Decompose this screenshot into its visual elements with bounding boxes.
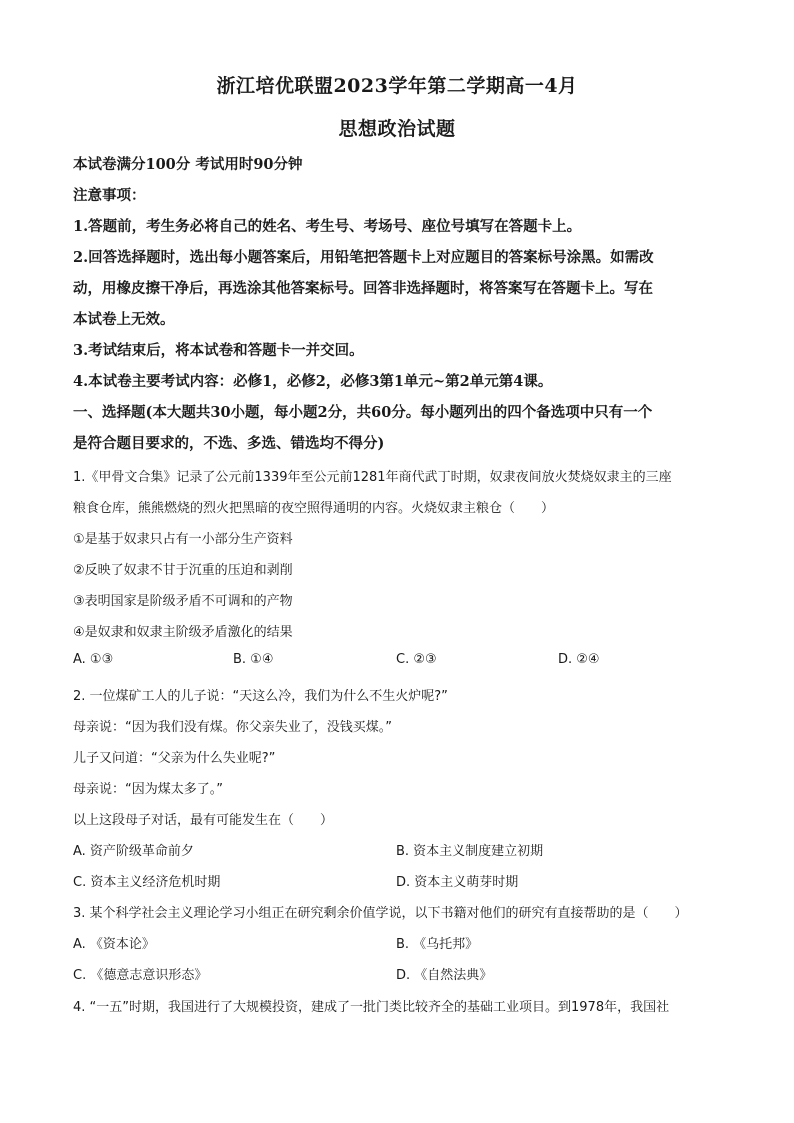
section-heading-line-2: 是符合题目要求的，不选、多选、错选均不得分) (73, 435, 385, 452)
q4-stem-line-1: 4. “一五”时期，我国进行了大规模投资，建成了一批门类比较齐全的基础工业项目。到1978年，我国社 (73, 1000, 670, 1015)
q1-option-c: C. ②③ (396, 652, 437, 667)
q3-option-d: D. 《自然法典》 (396, 968, 493, 983)
note-2-line-3: 本试卷上无效。 (73, 311, 175, 328)
note-1: 1.答题前，考生务必将自己的姓名、考生号、考场号、座位号填写在答题卡上。 (73, 218, 582, 235)
q2-line-4: 母亲说：“因为煤太多了。” (73, 782, 223, 797)
q3-option-a: A. 《资本论》 (73, 937, 155, 952)
q1-option-d: D. ②④ (558, 652, 600, 667)
notes-heading: 注意事项： (73, 187, 146, 204)
section-heading-line-1: 一、选择题(本大题共30小题，每小题2分，共60分。每小题列出的四个备选项中只有一个 (73, 404, 653, 421)
note-2-line-2: 动，用橡皮擦干净后，再选涂其他答案标号。回答非选择题时，将答案写在答题卡上。写在 (73, 280, 653, 297)
q3-stem: 3. 某个科学社会主义理论学习小组正在研究剩余价值学说，以下书籍对他们的研究有直接帮助的是（ ） (73, 906, 688, 921)
q2-line-5: 以上这段母子对话，最有可能发生在（ ） (73, 813, 334, 828)
note-2-line-1: 2.回答选择题时，选出每小题答案后，用铅笔把答题卡上对应题目的答案标号涂黑。如需改 (73, 249, 654, 266)
q2-line-2: 母亲说：“因为我们没有煤。你父亲失业了，没钱买煤。” (73, 720, 392, 735)
q2-option-b: B. 资本主义制度建立初期 (396, 844, 544, 859)
q1-statement-2: ②反映了奴隶不甘于沉重的压迫和剥削 (73, 563, 293, 578)
q3-option-c: C. 《德意志意识形态》 (73, 968, 208, 983)
q2-option-c: C. 资本主义经济危机时期 (73, 875, 221, 890)
q2-line-3: 儿子又问道：“父亲为什么失业呢?” (73, 751, 276, 766)
q1-statement-4: ④是奴隶和奴隶主阶级矛盾激化的结果 (73, 625, 293, 640)
q2-line-1: 2. 一位煤矿工人的儿子说：“天这么冷，我们为什么不生火炉呢?” (73, 689, 448, 704)
q1-stem-line-2: 粮食仓库，熊熊燃烧的烈火把黑暗的夜空照得通明的内容。火烧奴隶主粮仓（ ） (73, 501, 555, 516)
q2-option-a: A. 资产阶级革命前夕 (73, 844, 194, 859)
note-3: 3.考试结束后，将本试卷和答题卡一并交回。 (73, 342, 364, 359)
q3-option-b: B. 《乌托邦》 (396, 937, 479, 952)
note-4: 4.本试卷主要考试内容：必修1，必修2，必修3第1单元~第2单元第4课。 (73, 373, 553, 390)
q1-statement-3: ③表明国家是阶级矛盾不可调和的产物 (73, 594, 293, 609)
q1-option-a: A. ①③ (73, 652, 114, 667)
q2-option-d: D. 资本主义萌芽时期 (396, 875, 519, 890)
exam-meta: 本试卷满分100分 考试用时90分钟 (73, 156, 303, 173)
q1-option-b: B. ①④ (233, 652, 274, 667)
exam-title: 浙江培优联盟2023学年第二学期高一4月 (216, 75, 578, 97)
q1-stem-line-1: 1.《甲骨文合集》记录了公元前1339年至公元前1281年商代武丁时期，奴隶夜间放火焚烧奴隶主的三座 (73, 470, 672, 485)
q1-statement-1: ①是基于奴隶只占有一小部分生产资料 (73, 532, 293, 547)
exam-subject: 思想政治试题 (338, 118, 456, 140)
